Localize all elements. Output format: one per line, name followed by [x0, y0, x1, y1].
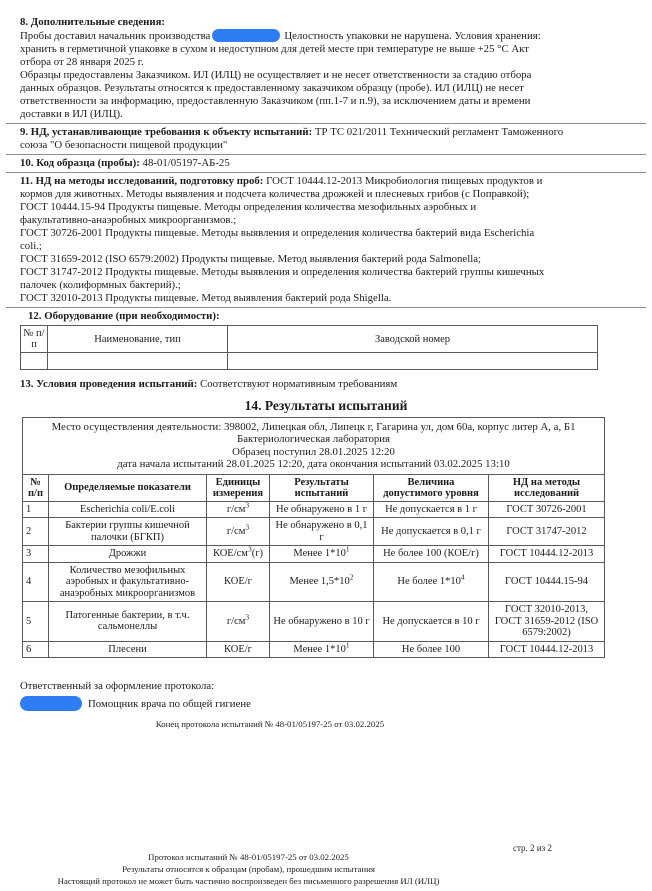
text-line: ГОСТ 31659-2012 (ISO 6579:2002) Продукты пищевые. Метод выявления бактерий рода Salmonella; [20, 253, 481, 265]
table-cell: Менее $1*10^1$ [270, 641, 374, 658]
table-cell: $г/см^3$ [207, 518, 270, 546]
text-line: ГОСТ 31747-2012 Продукты пищевые. Методы выявления и определения количества бактерий группы кишечных [20, 266, 545, 278]
table-cell: ГОСТ 30726-2001 [489, 501, 605, 518]
table-info-line: Бактериологическая лаборатория [237, 433, 390, 446]
empty-cell [228, 353, 598, 370]
section-sample-code [20, 157, 632, 170]
table-cell: Дрожжи [49, 546, 207, 563]
text-line: ГОСТ 32010-2013 Продукты пищевые. Метод выявления бактерий рода Shigella. [20, 292, 392, 304]
table-cell: Не обнаружено в 0,1 г [270, 518, 374, 546]
results-title: 14. Результаты испытаний [244, 398, 408, 413]
section-11-label: 11. НД на методы исследований, подготовку проб: [20, 175, 264, 187]
results-header-cell: Единицы измерения [207, 474, 270, 501]
results-row [23, 562, 605, 602]
results-row [23, 546, 605, 563]
footer-line: Результаты относятся к образцам (пробам), прошедшим испытания [122, 864, 375, 874]
table-cell: Не допускается в 0,1 г [374, 518, 489, 546]
table-cell: $г/см^3$ [207, 501, 270, 518]
text-line: ГОСТ 30726-2001 Продукты пищевые. Методы выявления и определения количества бактерий вида Escherichia [20, 227, 535, 239]
sample-code-value: 48-01/05197-АБ-25 [142, 157, 230, 169]
text-line: данных образцов. Результаты относятся к предоставленному заказчиком образцу (пробе). ИЛ (ИЛЦ) не несет [20, 82, 524, 94]
text-run: ГОСТ 10444.12-2013 Микробиология пищевых продуктов и [266, 175, 543, 187]
results-row [23, 501, 605, 518]
text-line: факультативно-анаэробных микроорганизмов.; [20, 214, 237, 226]
empty-cell [48, 353, 228, 370]
table-cell: Менее $1*10^1$ [270, 546, 374, 563]
results-header-cell: Определяемые показатели [49, 474, 207, 501]
section-additional-info [20, 16, 632, 121]
text-line: coli.; [20, 240, 42, 252]
table-info-line: Образец поступил 28.01.2025 12:20 [232, 445, 395, 458]
text-line: отбора от 28 января 2025 г. [20, 56, 144, 68]
section-test-conditions [20, 378, 632, 391]
table-cell: Количество мезофильных аэробных и факультативно-анаэробных микроорганизмов [49, 562, 207, 602]
table-cell: Не допускается в 10 г [374, 602, 489, 642]
text-line: Образцы предоставлены Заказчиком. ИЛ (ИЛЦ) не осуществляет и не несет ответственности за стадию отбора [20, 69, 532, 81]
text-line: доставки в ИЛ (ИЛЦ). [20, 108, 123, 120]
section-12-label: 12. Оборудование (при необходимости): [28, 310, 220, 322]
table-cell: Не более $1*10^4$ [374, 562, 489, 602]
responsible-line [20, 696, 632, 711]
table-cell: Не допускается в 1 г [374, 501, 489, 518]
page-number: стр. 2 из 2 [513, 843, 552, 853]
equipment-header-cell: № п/п [21, 326, 48, 353]
section-divider [6, 154, 646, 155]
table-cell: Не обнаружено в 10 г [270, 602, 374, 642]
section-8-heading: 8. Дополнительные сведения: [20, 16, 166, 28]
table-cell: 3 [23, 546, 49, 563]
table-cell: 2 [23, 518, 49, 546]
section-nd-requirements [20, 126, 632, 152]
table-cell: $г/см^3$ [207, 602, 270, 642]
redaction-blob [212, 29, 280, 42]
section-10-label: 10. Код образца (пробы): [20, 157, 140, 169]
text-run: ТР ТС 021/2011 Технический регламент Таможенного [314, 126, 564, 138]
table-cell: 1 [23, 501, 49, 518]
results-info-cell [23, 418, 605, 475]
table-cell: 6 [23, 641, 49, 658]
equipment-table [20, 325, 598, 370]
section-divider [6, 307, 646, 308]
redaction-blob [20, 696, 82, 711]
text-run: Пробы доставил начальник производства [20, 30, 211, 42]
results-info-row [23, 418, 605, 475]
text-line: палочек (колиформных бактерий).; [20, 279, 181, 291]
results-info-lines [27, 421, 600, 471]
responsible-label: Ответственный за оформление протокола: [20, 680, 215, 693]
table-cell: 4 [23, 562, 49, 602]
table-cell: Патогенные бактерии, в т.ч. сальмонеллы [49, 602, 207, 642]
protocol-end-line: Конец протокола испытаний № 48-01/05197-25 от 03.02.2025 [155, 719, 385, 730]
table-cell: Плесени [49, 641, 207, 658]
table-cell: ГОСТ 10444.12-2013 [489, 641, 605, 658]
table-cell: КОЕ/г [207, 641, 270, 658]
table-cell: Не обнаружено в 1 г [270, 501, 374, 518]
table-cell: ГОСТ 10444.15-94 [489, 562, 605, 602]
table-cell: Не более 100 (КОЕ/г) [374, 546, 489, 563]
footer-line: Протокол испытаний № 48-01/05197-25 от 03.02.2025 [148, 852, 349, 862]
section-divider [6, 123, 646, 124]
section-8-paragraph-2 [20, 69, 632, 121]
text-line: ответственности за информацию, предоставленную Заказчиком (пп.1-7 и п.9), за исключением даты и времени [20, 95, 531, 107]
table-cell: ГОСТ 32010-2013, ГОСТ 31659-2012 (ISO 6579:2002) [489, 602, 605, 642]
table-cell: Бактерии группы кишечной палочки (БГКП) [49, 518, 207, 546]
equipment-empty-row [21, 353, 598, 370]
text-run: Целостность упаковки не нарушена. Условия хранения: [284, 30, 541, 42]
table-cell: 5 [23, 602, 49, 642]
responsible-role: Помощник врача по общей гигиене [88, 698, 251, 711]
text-line: кормов для животных. Методы выявления и подсчета количества дрожжей и плесневых грибов (с Поправкой); [20, 188, 530, 200]
equipment-header-row [21, 326, 598, 353]
table-cell: КОЕ/$см^3(г)$ [207, 546, 270, 563]
text-line: союза "О безопасности пищевой продукции" [20, 139, 228, 151]
section-9-label: 9. НД, устанавливающие требования к объекту испытаний: [20, 126, 313, 138]
section-11-lines [20, 188, 632, 305]
table-cell: ГОСТ 31747-2012 [489, 518, 605, 546]
results-header-cell: № п/п [23, 474, 49, 501]
results-table [22, 417, 605, 658]
table-cell: ГОСТ 10444.12-2013 [489, 546, 605, 563]
table-cell: Escherichia coli/E.coli [49, 501, 207, 518]
text-line: хранить в герметичной упаковке в сухом и недоступном для детей месте при температуре не выше +25 °С Акт [20, 43, 530, 55]
table-cell: Менее $1,5*10^2$ [270, 562, 374, 602]
results-row [23, 641, 605, 658]
equipment-header-cell: Заводской номер [228, 326, 598, 353]
results-header-row [23, 474, 605, 501]
footer-lines [0, 851, 497, 887]
results-row [23, 602, 605, 642]
section-8-line-1 [20, 29, 632, 43]
equipment-header-cell: Наименование, тип [48, 326, 228, 353]
table-cell: Не более 100 [374, 641, 489, 658]
text-run: Соответствуют нормативным требованиям [200, 378, 398, 390]
text-line: ГОСТ 10444.15-94 Продукты пищевые. Методы определения количества мезофильных аэробных и [20, 201, 477, 213]
table-info-line: Место осуществления деятельности: 398002, Липецкая обл, Липецк г, Гагарина ул, дом 60а, корпус литер А, а, Б1 [51, 421, 576, 433]
results-header-cell: Результаты испытаний [270, 474, 374, 501]
results-row [23, 518, 605, 546]
section-divider [6, 172, 646, 173]
section-nd-methods [20, 175, 632, 305]
footer-line: Настоящий протокол не может быть частично воспроизведен без письменного разрешения ИЛ (ИЛЦ) [57, 876, 440, 886]
empty-cell [21, 353, 48, 370]
section-8-paragraph-1 [20, 43, 632, 69]
table-info-line: дата начала испытаний 28.01.2025 12:20, дата окончания испытаний 03.02.2025 13:10 [117, 458, 510, 471]
results-header-cell: Величина допустимого уровня [374, 474, 489, 501]
results-header-cell: НД на методы исследований [489, 474, 605, 501]
table-cell: КОЕ/г [207, 562, 270, 602]
section-13-label: 13. Условия проведения испытаний: [20, 378, 198, 390]
